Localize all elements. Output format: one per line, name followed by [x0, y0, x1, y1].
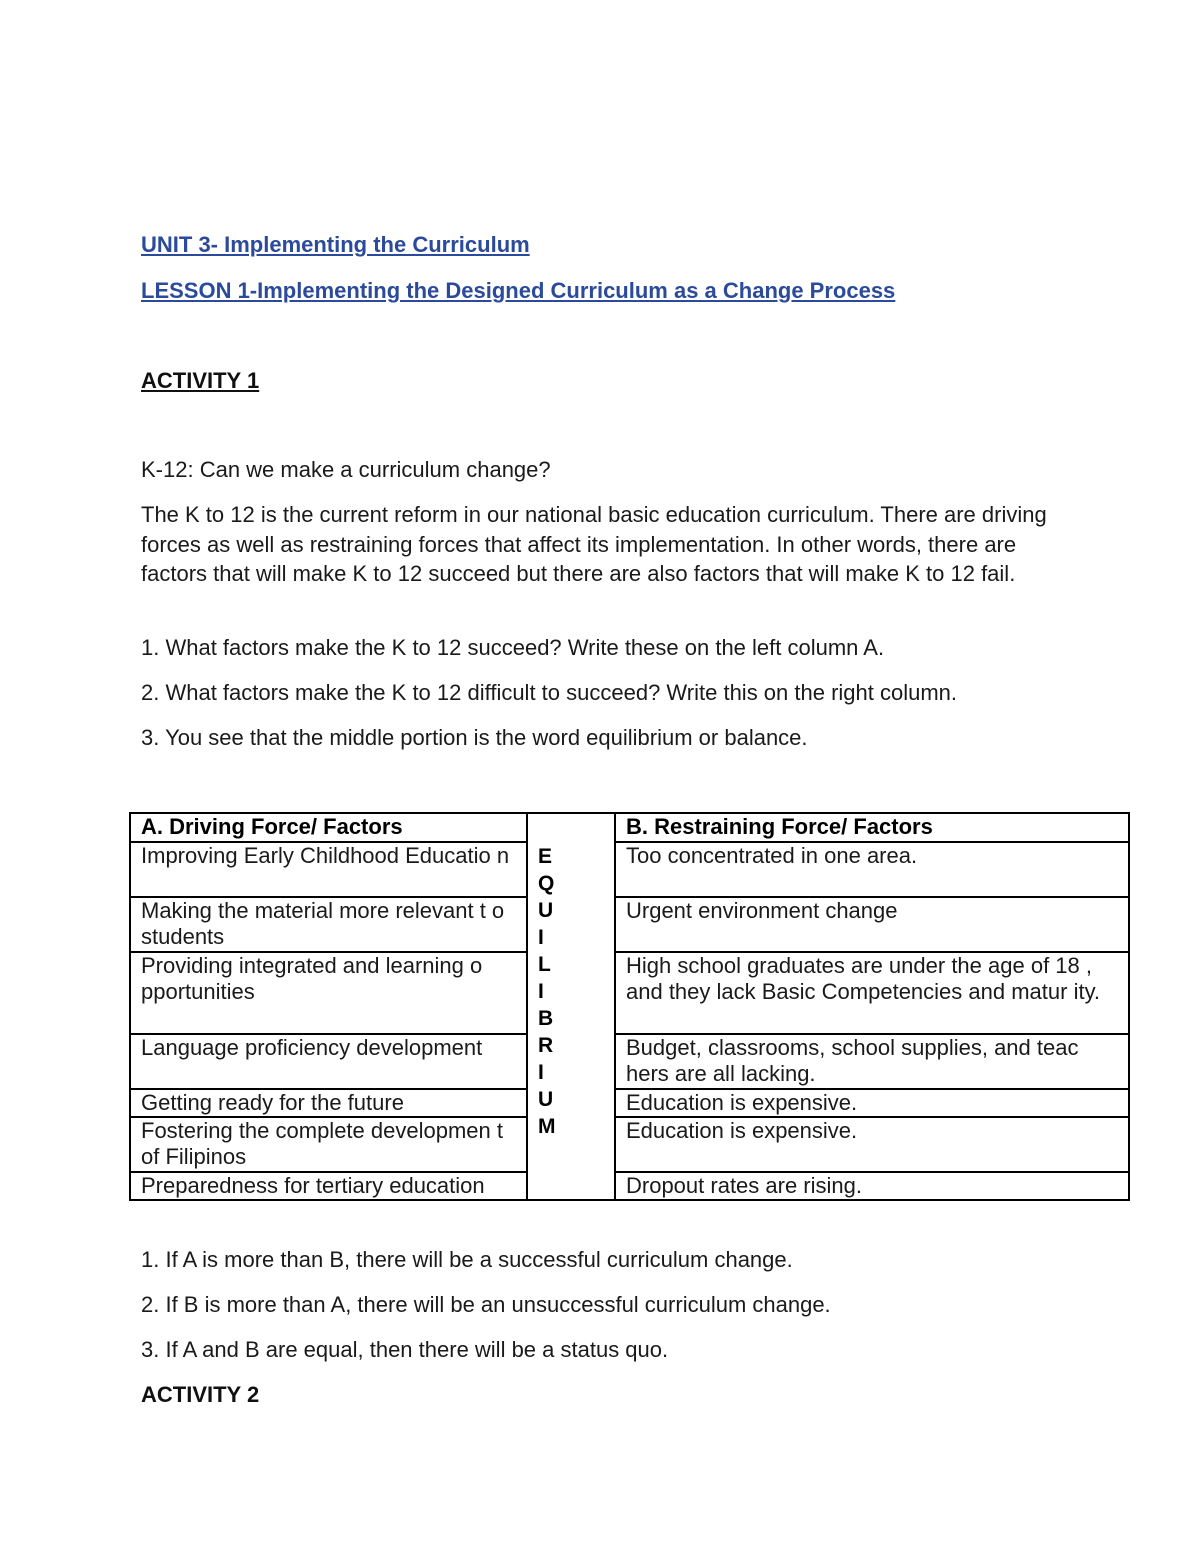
table-row — [130, 1089, 1129, 1117]
eq-letter: U — [538, 899, 554, 922]
restraining-factor-cell: High school graduates are under the age of 18 , and they lack Basic Competencies and matur ity. — [615, 952, 1129, 1034]
restraining-factor-cell: Urgent environment change — [615, 897, 1129, 952]
lesson-title-link[interactable]: LESSON 1-Implementing the Designed Curriculum as a Change Process — [141, 278, 896, 303]
driving-factor-cell: Providing integrated and learning o pportunities — [130, 952, 527, 1034]
driving-factor-cell: Language proficiency development — [130, 1034, 527, 1089]
eq-letter: B — [538, 1007, 554, 1030]
driving-factor-cell: Improving Early Childhood Educatio n — [130, 842, 527, 897]
activity-1-heading: ACTIVITY 1 — [141, 368, 260, 393]
driving-factor-cell: Making the material more relevant t o students — [130, 897, 527, 952]
conclusion-1: 1. If A is more than B, there will be a successful curriculum change. — [141, 1247, 793, 1272]
restraining-factor-cell: Education is expensive. — [615, 1089, 1129, 1117]
restraining-factor-cell: Budget, classrooms, school supplies, and teac hers are all lacking. — [615, 1034, 1129, 1089]
table-row — [130, 897, 1129, 952]
eq-letter: I — [538, 980, 544, 1003]
driving-factor-cell: Preparedness for tertiary education — [130, 1172, 527, 1200]
intro-paragraph: The K to 12 is the current reform in our national basic education curriculum. There are driving forces as well as restraining forces that affect its implementation. In other words, there are factors that will make K to 12 succeed but there are also factors that will make K to 12 fail. — [141, 502, 1047, 586]
eq-letter: I — [538, 1061, 544, 1084]
conclusion-3: 3. If A and B are equal, then there will be a status quo. — [141, 1337, 669, 1362]
instruction-3: 3. You see that the middle portion is the word equilibrium or balance. — [141, 725, 808, 750]
unit-title-link[interactable]: UNIT 3- Implementing the Curriculum — [141, 232, 530, 257]
eq-letter: Q — [538, 872, 555, 895]
driving-factor-cell: Getting ready for the future — [130, 1089, 527, 1117]
restraining-factor-cell: Dropout rates are rising. — [615, 1172, 1129, 1200]
table-row — [130, 952, 1129, 1034]
eq-letter: R — [538, 1034, 554, 1057]
table-row — [130, 1117, 1129, 1172]
header-driving-forces: A. Driving Force/ Factors — [130, 813, 527, 842]
instruction-2: 2. What factors make the K to 12 difficult to succeed? Write this on the right column. — [141, 680, 958, 705]
eq-letter: E — [538, 845, 553, 868]
force-field-table — [129, 812, 1130, 1201]
table-header-row — [130, 813, 1129, 842]
eq-letter: U — [538, 1088, 554, 1111]
conclusion-2: 2. If B is more than A, there will be an unsuccessful curriculum change. — [141, 1292, 831, 1317]
equilibrium-column — [527, 813, 615, 1200]
activity-2-heading: ACTIVITY 2 — [141, 1382, 260, 1407]
eq-letter: M — [538, 1115, 556, 1138]
table-row — [130, 842, 1129, 897]
restraining-factor-cell: Too concentrated in one area. — [615, 842, 1129, 897]
table-row — [130, 1172, 1129, 1200]
eq-letter: L — [538, 953, 551, 976]
header-restraining-forces: B. Restraining Force/ Factors — [615, 813, 1129, 842]
eq-letter: I — [538, 926, 544, 949]
instruction-1: 1. What factors make the K to 12 succeed? Write these on the left column A. — [141, 635, 885, 660]
table-row — [130, 1034, 1129, 1089]
question-title: K-12: Can we make a curriculum change? — [141, 457, 551, 482]
driving-factor-cell: Fostering the complete developmen t of Filipinos — [130, 1117, 527, 1172]
restraining-factor-cell: Education is expensive. — [615, 1117, 1129, 1172]
